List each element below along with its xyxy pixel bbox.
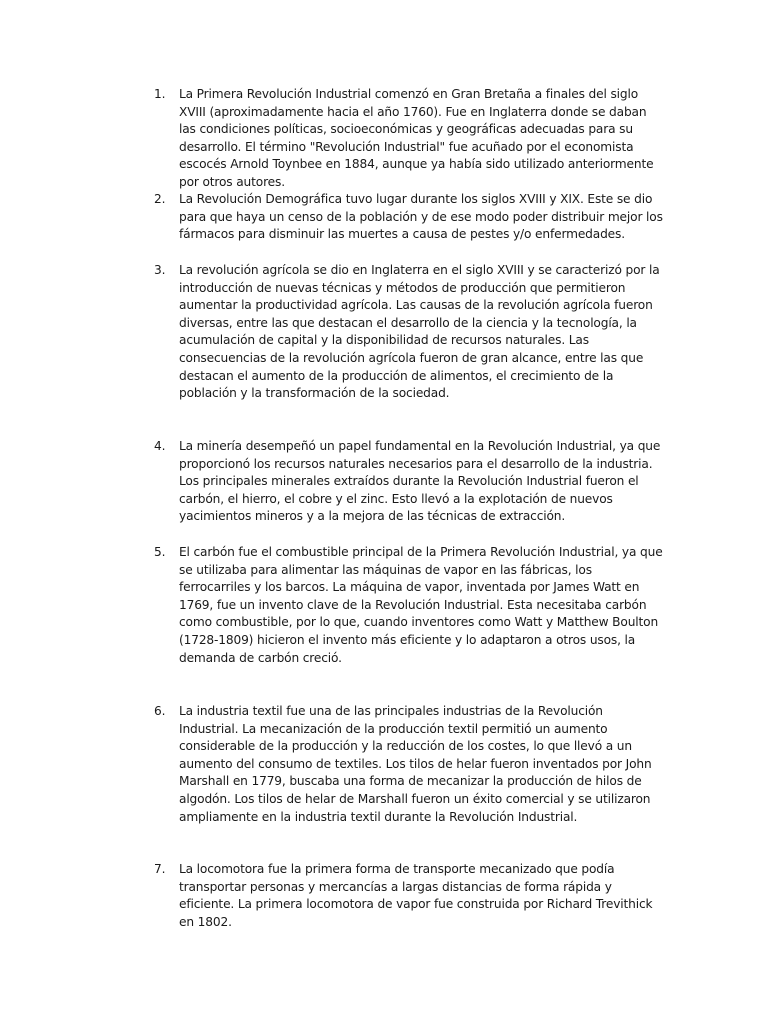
list-item-number: 1. [154,87,166,101]
list-item-number: 2. [154,192,166,206]
list-item-number: 5. [154,545,166,559]
list-item-text: La minería desempeñó un papel fundamental en la Revolución Industrial, ya que proporcionó los recursos naturales necesarios para el desarrollo de la industria. Los principales minerales extraídos durante la Revolución Industrial fueron el carbón, el hierro, el cobre y el zinc. Esto llevó a la explotación de nuevos yacimientos mineros y a la mejora de las técnicas de extracción. [179,439,661,524]
list-item-number: 3. [154,263,166,277]
list-item-text: La revolución agrícola se dio en Inglaterra en el siglo XVIII y se caracterizó por la introducción de nuevas técnicas y métodos de producción que permitieron aumentar la productividad agrícola. Las causas de la revolución agrícola fueron diversas, entre las que destacan el desarrollo de la ciencia y la tecnología, la acumulación de capital y la disponibilidad de recursos naturales. Las consecuencias de la revolución agrícola fueron de gran alcance, entre las que destacan el aumento de la producción de alimentos, el crecimiento de la población y la transformación de la sociedad. [179,263,660,401]
list-item-text: El carbón fue el combustible principal de la Primera Revolución Industrial, ya que se utilizaba para alimentar las máquinas de vapor en las fábricas, los ferrocarriles y los barcos. La máquina de vapor, inventada por James Watt en 1769, fue un invento clave de la Revolución Industrial. Esta necesitaba carbón como combustible, por lo que, cuando inventores como Watt y Matthew Boulton (1728-1809) hicieron el invento más eficiente y lo adaptaron a otros usos, la demanda de carbón creció. [179,545,663,665]
list-item-text: La Revolución Demográfica tuvo lugar durante los siglos XVIII y XIX. Este se dio para que haya un censo de la población y de ese modo poder distribuir mejor los fármacos para disminuir las muertes a causa de pestes y/o enfermedades. [179,192,663,242]
list-item-number: 4. [154,439,166,453]
list-item-number: 7. [154,862,166,876]
list-item-text: La Primera Revolución Industrial comenzó en Gran Bretaña a finales del siglo XVIII (aproximadamente hacia el año 1760). Fue en Inglaterra donde se daban las condiciones políticas, socioeconómicas y geográficas adecuadas para su desarrollo. El término "Revolución Industrial" fue acuñado por el economista escocés Arnold Toynbee en 1884, aunque ya había sido utilizado anteriormente por otros autores. [179,87,654,189]
list-item-text: La industria textil fue una de las principales industrias de la Revolución Industrial. La mecanización de la producción textil permitió un aumento considerable de la producción y la reducción de los costes, lo que llevó a un aumento del consumo de textiles. Los tilos de helar fueron inventados por John Marshall en 1779, buscaba una forma de mecanizar la producción de hilos de algodón. Los tilos de helar de Marshall fueron un éxito comercial y se utilizaron ampliamente en la industria textil durante la Revolución Industrial. [179,704,652,824]
list-item-number: 6. [154,704,166,718]
list-item-text: La locomotora fue la primera forma de transporte mecanizado que podía transportar personas y mercancías a largas distancias de forma rápida y eficiente. La primera locomotora de vapor fue construida por Richard Trevithick en 1802. [179,862,653,929]
